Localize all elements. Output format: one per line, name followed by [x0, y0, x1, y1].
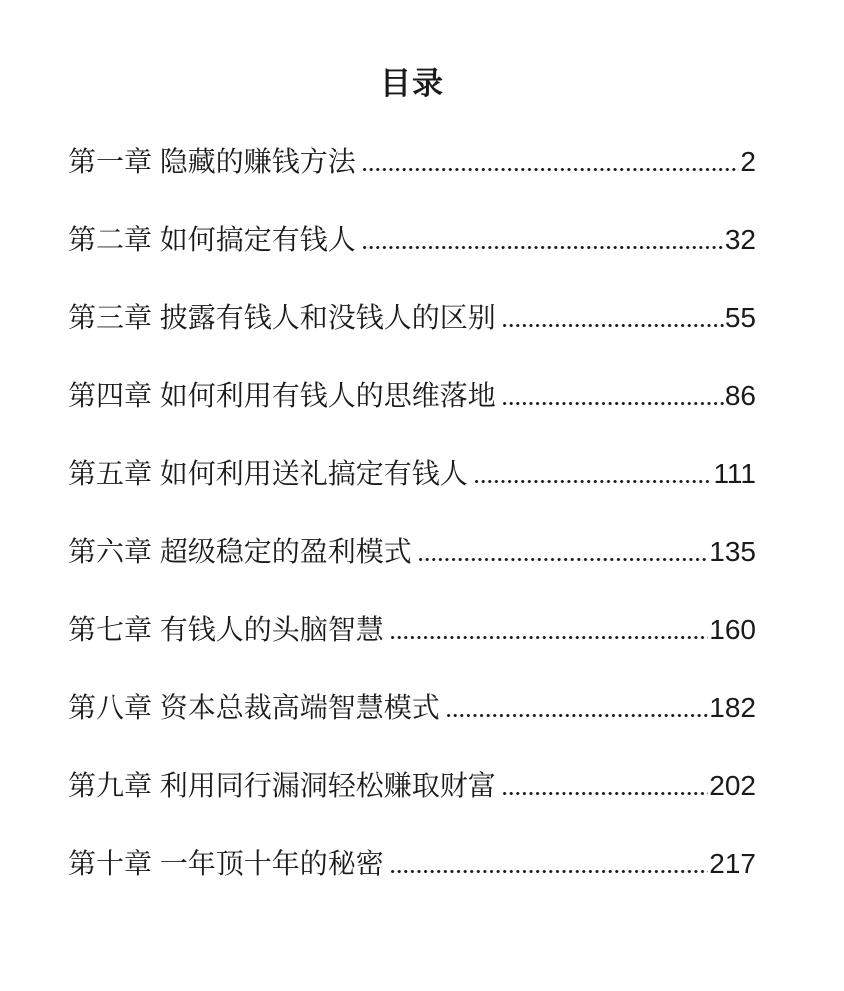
toc-entry-page-number: 86	[724, 380, 756, 411]
table-of-contents	[68, 144, 756, 882]
dot-leader	[391, 870, 709, 873]
toc-entry-page-number: 55	[724, 302, 756, 333]
toc-entry-label: 第九章 利用同行漏洞轻松赚取财富	[68, 770, 496, 801]
toc-entry[interactable]	[68, 222, 756, 258]
toc-entry-page-number: 111	[713, 458, 756, 489]
document-page	[0, 64, 844, 991]
toc-entry-label: 第八章 资本总裁高端智慧模式	[68, 692, 440, 723]
toc-entry[interactable]	[68, 768, 756, 804]
toc-entry-label: 第十章 一年顶十年的秘密	[68, 848, 384, 879]
toc-entry-label: 第五章 如何利用送礼搞定有钱人	[68, 458, 468, 489]
toc-entry-page-number: 217	[709, 848, 756, 879]
toc-entry[interactable]	[68, 846, 756, 882]
toc-entry-label: 第七章 有钱人的头脑智慧	[68, 614, 384, 645]
dot-leader	[503, 402, 724, 405]
toc-entry[interactable]	[68, 144, 756, 180]
toc-entry-label: 第四章 如何利用有钱人的思维落地	[68, 380, 496, 411]
toc-entry-label: 第六章 超级稳定的盈利模式	[68, 536, 412, 567]
toc-entry-page-number: 202	[709, 770, 756, 801]
toc-entry-page-number: 135	[709, 536, 756, 567]
dot-leader	[447, 714, 709, 717]
toc-entry[interactable]	[68, 456, 756, 492]
toc-entry[interactable]	[68, 378, 756, 414]
toc-entry-label: 第二章 如何搞定有钱人	[68, 224, 356, 255]
dot-leader	[475, 480, 713, 483]
toc-entry[interactable]	[68, 534, 756, 570]
dot-leader	[503, 792, 709, 795]
toc-entry-page-number: 2	[740, 146, 756, 177]
toc-entry-page-number: 182	[709, 692, 756, 723]
toc-entry[interactable]	[68, 690, 756, 726]
dot-leader	[363, 246, 724, 249]
toc-entry[interactable]	[68, 300, 756, 336]
toc-entry-page-number: 160	[709, 614, 756, 645]
dot-leader	[503, 324, 724, 327]
toc-entry-label: 第一章 隐藏的赚钱方法	[68, 146, 356, 177]
toc-entry-page-number: 32	[724, 224, 756, 255]
page-title: 目录	[380, 66, 444, 101]
toc-entry[interactable]	[68, 612, 756, 648]
dot-leader	[363, 168, 740, 171]
toc-entry-label: 第三章 披露有钱人和没钱人的区别	[68, 302, 496, 333]
dot-leader	[391, 636, 709, 639]
dot-leader	[419, 558, 709, 561]
